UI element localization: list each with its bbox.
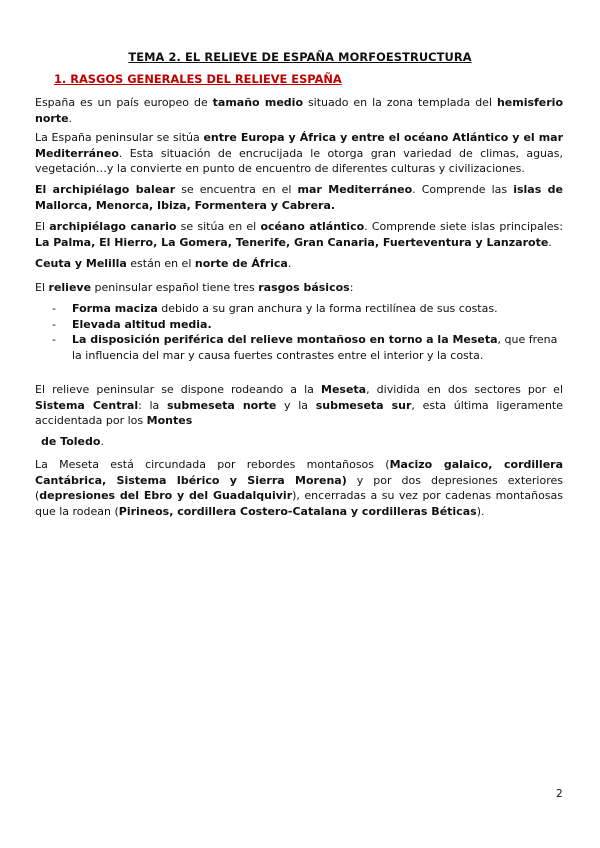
paragraph-rebordes: La Meseta está circundada por rebordes montañosos (Macizo galaico, cordillera Cantábrica, Sistema Ibérico y Sierra Morena) y por dos depresiones exteriores (depresiones del Ebro y del Guadalquivir), encerradas a su vez por cadenas montañosas que la rodean (Pirineos, cordillera Costero-Catalana y cordilleras Béticas).: [35, 458, 564, 518]
document-title: TEMA 2. EL RELIEVE DE ESPAÑA MORFOESTRUCTURA: [128, 50, 472, 64]
section-heading: 1. RASGOS GENERALES DEL RELIEVE ESPAÑA: [54, 72, 342, 86]
rasgos-list: [52, 301, 562, 363]
paragraph-meseta-cont: de Toledo.: [41, 435, 104, 448]
list-item: - La disposición periférica del relieve montañoso en torno a la Meseta, que frena la influencia del mar y causa fuertes contrastes entre el interior y la costa.: [52, 333, 558, 362]
list-item: - Forma maciza debido a su gran anchura y la forma rectilínea de sus costas.: [52, 302, 498, 315]
paragraph-balear: El archipiélago balear se encuentra en el mar Mediterráneo. Comprende las islas de Mallorca, Menorca, Ibiza, Formentera y Cabrera.: [35, 183, 563, 212]
page-number: 2: [556, 788, 563, 800]
paragraph-meseta: El relieve peninsular se dispone rodeando a la Meseta, dividida en dos sectores por el Sistema Central: la submeseta norte y la submeseta sur, esta última ligeramente accidentada por los Montes: [35, 383, 564, 427]
paragraph-rasgos: El relieve peninsular español tiene tres rasgos básicos:: [35, 281, 354, 294]
paragraph-tamano: España es un país europeo de tamaño medio situado en la zona templada del hemisferio norte.: [35, 96, 564, 125]
paragraph-situacion: La España peninsular se sitúa entre Europa y África y entre el océano Atlántico y el mar Mediterráneo. Esta situación de encrucijada le otorga gran variedad de climas, aguas, vegetación…y la convierte en punto de encuentro de diferentes culturas y civilizaciones.: [35, 131, 563, 175]
list-item: - Elevada altitud media.: [52, 317, 212, 331]
paragraph-ceuta-melilla: Ceuta y Melilla están en el norte de África.: [35, 257, 292, 270]
paragraph-canario: El archipiélago canario se sitúa en el océano atlántico. Comprende siete islas principales: La Palma, El Hierro, La Gomera, Tenerife, Gran Canaria, Fuerteventura y Lanzarote.: [35, 220, 563, 249]
